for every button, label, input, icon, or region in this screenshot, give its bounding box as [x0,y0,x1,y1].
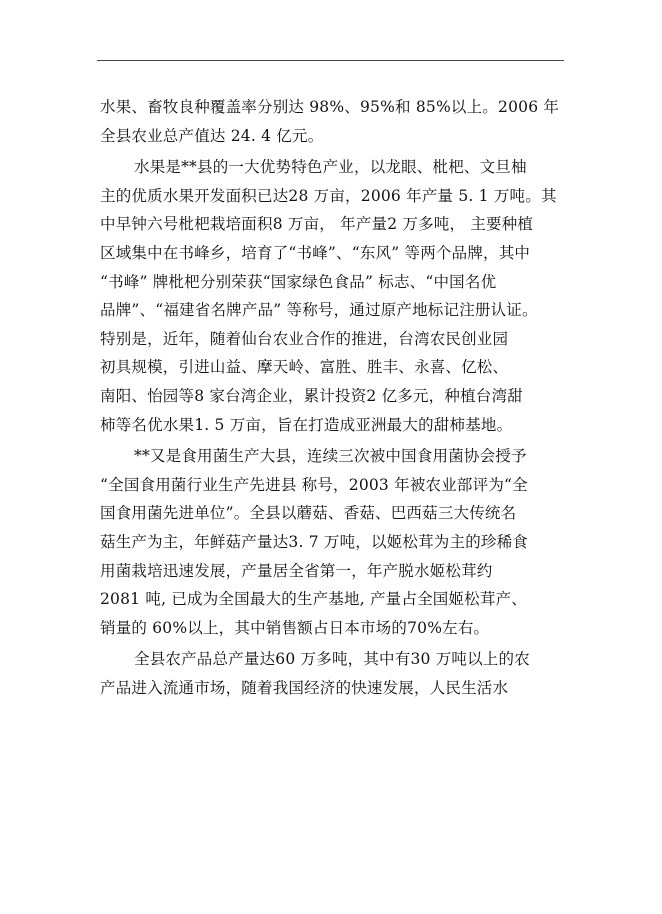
text-line: 产品进入流通市场，随着我国经济的快速发展，人民生活水 [100,678,509,697]
text-line: 国食用菌先进单位”。全县以蘑菇、香菇、巴西菇三大传统名 [100,504,517,523]
text-line: 品牌”、“福建省名牌产品” 等称号，通过原产地标记注册认证。 [100,301,538,320]
text-line: 区域集中在书峰乡，培育了“书峰”、“东风” 等两个品牌，其中 [100,243,531,262]
paragraph-2 [100,153,570,439]
header-rule [97,60,564,61]
paragraph-3 [100,442,570,642]
text-line: 特别是，近年，随着仙台农业合作的推进，台湾农民创业园 [100,329,509,348]
text-line: 全县农产品总产量达60 万多吨，其中有30 万吨以上的农 [134,650,530,669]
text-line: 用菌栽培迅速发展，产量居全省第一，年产脱水姬松茸约 [100,561,493,580]
text-line: “全国食用菌行业生产先进县 称号，2003 年被农业部评为“全 [100,475,528,494]
paragraph-1 [100,93,570,150]
paragraph-4 [100,645,570,702]
text-line: 主的优质水果开发面积已达28 万亩，2006 年产量 5. 1 万吨。其 [100,186,557,205]
text-line: 南阳、怡园等8 家台湾企业，累计投资2 亿多元，种植台湾甜 [100,386,523,405]
text-line: 柿等名优水果1. 5 万亩，旨在打造成亚洲最大的甜柿基地。 [100,415,513,434]
text-line: **又是食用菌生产大县，连续三次被中国食用菌协会授予 [134,447,527,466]
text-line: 中早钟六号枇杷栽培面积8 万亩， 年产量2 万多吨， 主要种植 [100,215,534,234]
text-line: 初具规模，引进山益、摩天岭、富胜、胜丰、永喜、亿松、 [100,358,509,377]
document-body [100,93,570,702]
text-line: 全县农业总产值达 24. 4 亿元。 [100,126,324,145]
text-line: “书峰” 牌枇杷分别荣获“国家绿色食品” 标志、“中国名优 [100,272,497,291]
text-line: 销量的 60%以上，其中销售额占日本市场的70%左右。 [100,618,490,637]
text-line: 水果是**县的一大优势特色产业，以龙眼、枇杷、文旦柚 [134,158,527,177]
text-line: 2081 吨, 已成为全国最大的生产基地, 产量占全国姬松茸产、 [100,590,527,609]
text-line: 水果、畜牧良种覆盖率分别达 98%、95%和 85%以上。2006 年 [100,98,560,116]
text-line: 菇生产为主，年鲜菇产量达3. 7 万吨，以姬松茸为主的珍稀食 [100,532,529,551]
